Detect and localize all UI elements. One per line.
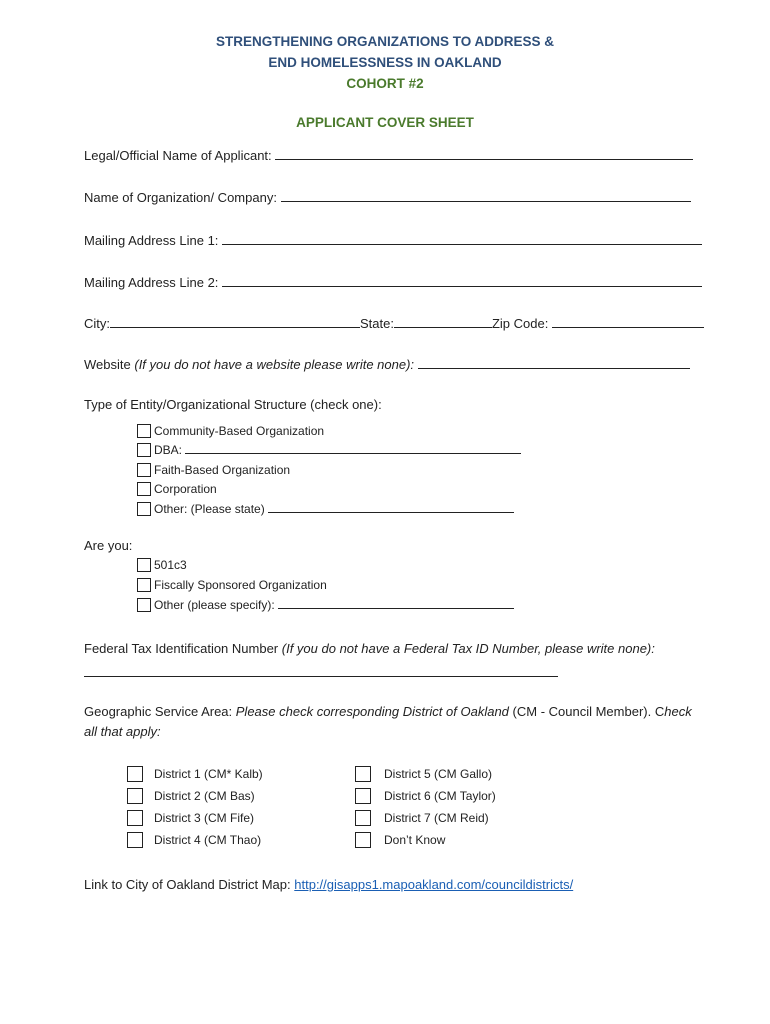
entity-dba-label: DBA: (154, 443, 183, 457)
entity-dba-row (154, 443, 521, 457)
dont-know-label: Don’t Know (384, 833, 446, 847)
state-field[interactable] (394, 315, 492, 328)
geo-line2 (84, 724, 161, 739)
district-7-checkbox[interactable] (355, 810, 371, 826)
entity-type-label: Type of Entity/Organizational Structure (check one): (84, 397, 382, 412)
legal-name-field[interactable] (275, 147, 693, 160)
city-state-zip-row (84, 315, 704, 331)
org-name-label: Name of Organization/ Company: (84, 190, 277, 205)
legal-name-label: Legal/Official Name of Applicant: (84, 148, 272, 163)
zip-field[interactable] (552, 315, 704, 328)
org-name-row (84, 189, 691, 205)
district-3-checkbox[interactable] (127, 810, 143, 826)
website-label: Website (84, 357, 131, 372)
other-specify-checkbox[interactable] (137, 598, 151, 612)
entity-other-label: Other: (Please state) (154, 502, 265, 516)
website-note: (If you do not have a website please write none): (134, 357, 415, 372)
address1-row (84, 232, 702, 248)
district-3-label: District 3 (CM Fife) (154, 811, 254, 825)
501c3-label: 501c3 (154, 558, 187, 572)
district-map-link[interactable]: http://gisapps1.mapoakland.com/councildistricts/ (294, 877, 574, 892)
district-7-label: District 7 (CM Reid) (384, 811, 489, 825)
map-link-row (84, 877, 573, 892)
city-field[interactable] (110, 315, 360, 328)
dont-know-checkbox[interactable] (355, 832, 371, 848)
address2-row (84, 274, 702, 290)
state-label: State: (360, 316, 394, 331)
entity-corp-checkbox[interactable] (137, 482, 151, 496)
district-2-label: District 2 (CM Bas) (154, 789, 255, 803)
tax-id-row (84, 641, 655, 656)
geo-note: Please check corresponding District of Oakland (235, 704, 509, 719)
geo-paren: (CM - Council Member). (512, 704, 652, 719)
entity-other-checkbox[interactable] (137, 502, 151, 516)
district-6-label: District 6 (CM Taylor) (384, 789, 496, 803)
geo-row (84, 704, 692, 719)
district-5-checkbox[interactable] (355, 766, 371, 782)
district-2-checkbox[interactable] (127, 788, 143, 804)
address1-field[interactable] (222, 232, 702, 245)
page-subtitle: APPLICANT COVER SHEET (296, 115, 474, 130)
map-link-label: Link to City of Oakland District Map: (84, 877, 291, 892)
tax-id-field-row (84, 664, 558, 680)
tax-id-note: (If you do not have a Federal Tax ID Number, please write none): (281, 641, 655, 656)
city-label: City: (84, 316, 110, 331)
district-6-checkbox[interactable] (355, 788, 371, 804)
district-4-label: District 4 (CM Thao) (154, 833, 262, 847)
other-specify-label: Other (please specify): (154, 598, 275, 612)
entity-corp-label: Corporation (154, 482, 217, 496)
dba-field[interactable] (185, 443, 521, 454)
address2-label: Mailing Address Line 2: (84, 275, 219, 290)
geo-check-c: C (654, 704, 665, 719)
geo-label: Geographic Service Area: (84, 704, 233, 719)
tax-id-label: Federal Tax Identification Number (84, 641, 279, 656)
tax-id-field[interactable] (84, 664, 558, 677)
org-name-field[interactable] (281, 189, 691, 202)
district-5-label: District 5 (CM Gallo) (384, 767, 493, 781)
entity-other-field[interactable] (268, 502, 514, 513)
website-field[interactable] (418, 356, 690, 369)
geo-check-rest: heck (664, 704, 692, 719)
entity-cbo-label: Community-Based Organization (154, 424, 325, 438)
district-1-checkbox[interactable] (127, 766, 143, 782)
title-line-1: STRENGTHENING ORGANIZATIONS TO ADDRESS & (215, 34, 554, 49)
title-line-2: END HOMELESSNESS IN OAKLAND (268, 55, 502, 70)
other-specify-row (154, 598, 514, 612)
district-4-checkbox[interactable] (127, 832, 143, 848)
501c3-checkbox[interactable] (137, 558, 151, 572)
district-1-label: District 1 (CM* Kalb) (154, 767, 263, 781)
fiscally-sponsored-label: Fiscally Sponsored Organization (154, 578, 327, 592)
entity-cbo-checkbox[interactable] (137, 424, 151, 438)
website-row (84, 356, 690, 372)
address1-label: Mailing Address Line 1: (84, 233, 219, 248)
entity-faith-label: Faith-Based Organization (154, 463, 291, 477)
zip-label: Zip Code: (491, 316, 549, 331)
legal-name-row (84, 147, 693, 163)
fiscally-sponsored-checkbox[interactable] (137, 578, 151, 592)
address2-field[interactable] (222, 274, 702, 287)
other-specify-field[interactable] (278, 598, 514, 609)
are-you-label: Are you: (84, 538, 133, 553)
geo-all-that-apply: all that apply: (84, 724, 161, 739)
entity-faith-checkbox[interactable] (137, 463, 151, 477)
cohort-label: COHORT #2 (346, 76, 424, 91)
entity-other-row (154, 502, 514, 516)
entity-dba-checkbox[interactable] (137, 443, 151, 457)
